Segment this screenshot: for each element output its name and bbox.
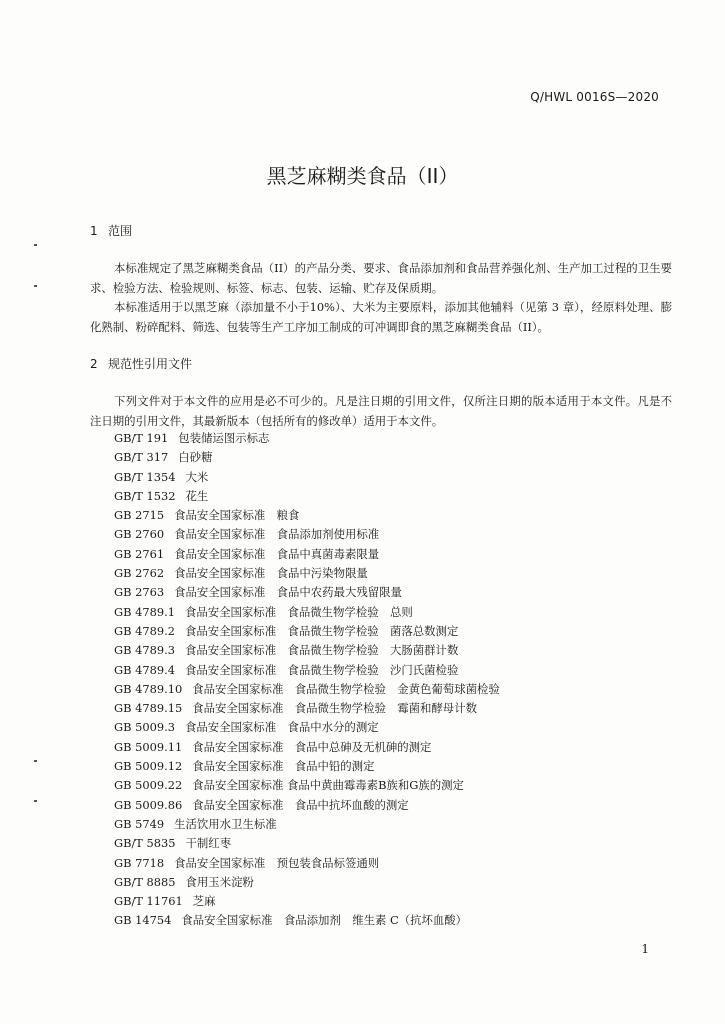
section-2-paragraph-1: 下列文件对于本文件的应用是必不可少的。凡是注日期的引用文件，仅所注日期的版本适用于本文件。凡是不注日期的引用文件，其最新版本（包括所有的修改单）适用于本文件。: [90, 394, 672, 428]
reference-code: GB 7718: [114, 855, 165, 870]
reference-code: GB/T 1532: [114, 488, 176, 503]
reference-title: 食品安全国家标准 食品中铅的测定: [192, 759, 375, 774]
reference-title: 食品安全国家标准 食品中真菌毒素限量: [174, 546, 380, 561]
reference-title: 食品安全国家标准 食品中水分的测定: [184, 720, 379, 735]
reference-code: GB 2760: [114, 527, 165, 542]
reference-code: GB 14754: [114, 913, 172, 928]
reference-item: [114, 468, 500, 487]
reference-code: GB 2763: [114, 585, 165, 600]
reference-item: [114, 525, 500, 544]
reference-item: [114, 796, 500, 815]
reference-title: 生活饮用水卫生标准: [174, 816, 277, 831]
reference-item: [114, 545, 500, 564]
reference-item: [114, 641, 500, 660]
reference-title: 食品安全国家标准 食品添加剂使用标准: [174, 527, 380, 542]
reference-code: GB 4789.15: [114, 701, 183, 716]
page-number: 1: [641, 942, 649, 956]
reference-item: [114, 603, 500, 622]
reference-code: GB 5009.86: [114, 797, 183, 812]
reference-title: 食品安全国家标准 食品微生物学检验 菌落总数测定: [184, 623, 459, 638]
reference-code: GB/T 191: [114, 431, 169, 445]
reference-code: GB/T 8885: [114, 874, 176, 889]
reference-code: GB/T 317: [114, 450, 169, 465]
reference-item: [114, 738, 500, 757]
reference-item: [114, 815, 500, 834]
reference-item: [114, 718, 500, 737]
reference-title: 食品安全国家标准 预包装食品标签通则: [174, 855, 380, 870]
reference-code: GB 5009.3: [114, 720, 175, 735]
section-1-paragraph-1: 本标准规定了黑芝麻糊类食品（II）的产品分类、要求、食品添加剂和食品营养强化剂、生产加工过程的卫生要求、检验方法、检验规则、标签、标志、包装、运输、贮存及保质期。: [90, 261, 672, 295]
reference-code: GB 2761: [114, 546, 165, 561]
reference-item: [114, 661, 500, 680]
reference-title: 花生: [185, 488, 209, 503]
section-number: 2: [90, 357, 98, 371]
reference-item: [114, 834, 500, 853]
reference-item: [114, 680, 500, 699]
reference-code: GB/T 1354: [114, 469, 176, 484]
section-1-heading: [90, 222, 132, 239]
scan-speck: [34, 760, 37, 762]
reference-code: GB 5009.12: [114, 759, 183, 774]
reference-item: [114, 448, 500, 467]
reference-code: GB 5009.11: [114, 739, 183, 754]
section-title: 规范性引用文件: [108, 357, 193, 371]
scan-speck: [34, 800, 37, 802]
scan-speck: [34, 244, 37, 246]
reference-title: 食品安全国家标准 食品微生物学检验 总则: [184, 604, 413, 619]
reference-item: [114, 506, 500, 525]
reference-code: GB 2762: [114, 566, 165, 581]
scan-speck: [34, 285, 37, 287]
reference-item: [114, 892, 500, 911]
reference-item: [114, 699, 500, 718]
reference-title: 食品安全国家标准 食品添加剂 维生素 C（抗坏血酸）: [181, 913, 468, 928]
reference-item: [114, 564, 500, 583]
reference-code: GB 4789.10: [114, 681, 183, 696]
reference-code: GB 4789.4: [114, 662, 175, 677]
normative-references-list: [114, 429, 500, 931]
reference-title: 大米: [185, 469, 209, 484]
reference-title: 食品安全国家标准 粮食: [174, 508, 300, 523]
reference-code: GB 4789.2: [114, 623, 175, 638]
reference-title: 白砂糖: [178, 450, 213, 465]
section-2-heading: [90, 355, 192, 372]
reference-title: 食品安全国家标准 食品中黄曲霉毒素B族和G族的测定: [192, 778, 464, 793]
reference-title: 包装储运图示标志: [178, 431, 270, 445]
reference-item: [114, 911, 500, 930]
reference-title: 食用玉米淀粉: [185, 874, 254, 889]
reference-code: GB/T 11761: [114, 894, 183, 909]
reference-title: 食品安全国家标准 食品中抗坏血酸的测定: [192, 797, 409, 812]
reference-title: 食品安全国家标准 食品微生物学检验 金黄色葡萄球菌检验: [192, 681, 500, 696]
reference-item: [114, 583, 500, 602]
reference-item: [114, 873, 500, 892]
document-title: 黑芝麻糊类食品（II）: [266, 164, 459, 188]
document-code: Q/HWL 0016S—2020: [530, 90, 659, 104]
section-1-paragraph-2: 本标准适用于以黑芝麻（添加量不小于10%）、大米为主要原料，添加其他辅料（见第 3 章），经原料处理、膨化熟制、粉碎配料、筛选、包装等生产工序加工制成的可冲调即食的黑芝麻糊类食品（II）。: [90, 300, 672, 334]
reference-item: [114, 776, 500, 795]
reference-code: GB 5009.22: [114, 778, 183, 793]
reference-item: [114, 429, 500, 448]
reference-title: 食品安全国家标准 食品中农药最大残留限量: [174, 585, 402, 600]
section-number: 1: [90, 224, 98, 238]
reference-title: 食品安全国家标准 食品中总砷及无机砷的测定: [192, 739, 432, 754]
reference-item: [114, 757, 500, 776]
reference-title: 芝麻: [192, 894, 216, 909]
reference-title: 干制红枣: [185, 836, 232, 851]
reference-title: 食品安全国家标准 食品中污染物限量: [174, 566, 368, 581]
reference-item: [114, 487, 500, 506]
reference-code: GB 4789.1: [114, 604, 175, 619]
reference-code: GB 5749: [114, 816, 165, 831]
reference-code: GB/T 5835: [114, 836, 176, 851]
section-title: 范围: [108, 224, 133, 238]
reference-title: 食品安全国家标准 食品微生物学检验 沙门氏菌检验: [184, 662, 459, 677]
reference-code: GB 4789.3: [114, 643, 175, 658]
reference-title: 食品安全国家标准 食品微生物学检验 大肠菌群计数: [184, 643, 459, 658]
reference-title: 食品安全国家标准 食品微生物学检验 霉菌和酵母计数: [192, 701, 477, 716]
reference-item: [114, 622, 500, 641]
reference-item: [114, 854, 500, 873]
reference-code: GB 2715: [114, 508, 165, 523]
